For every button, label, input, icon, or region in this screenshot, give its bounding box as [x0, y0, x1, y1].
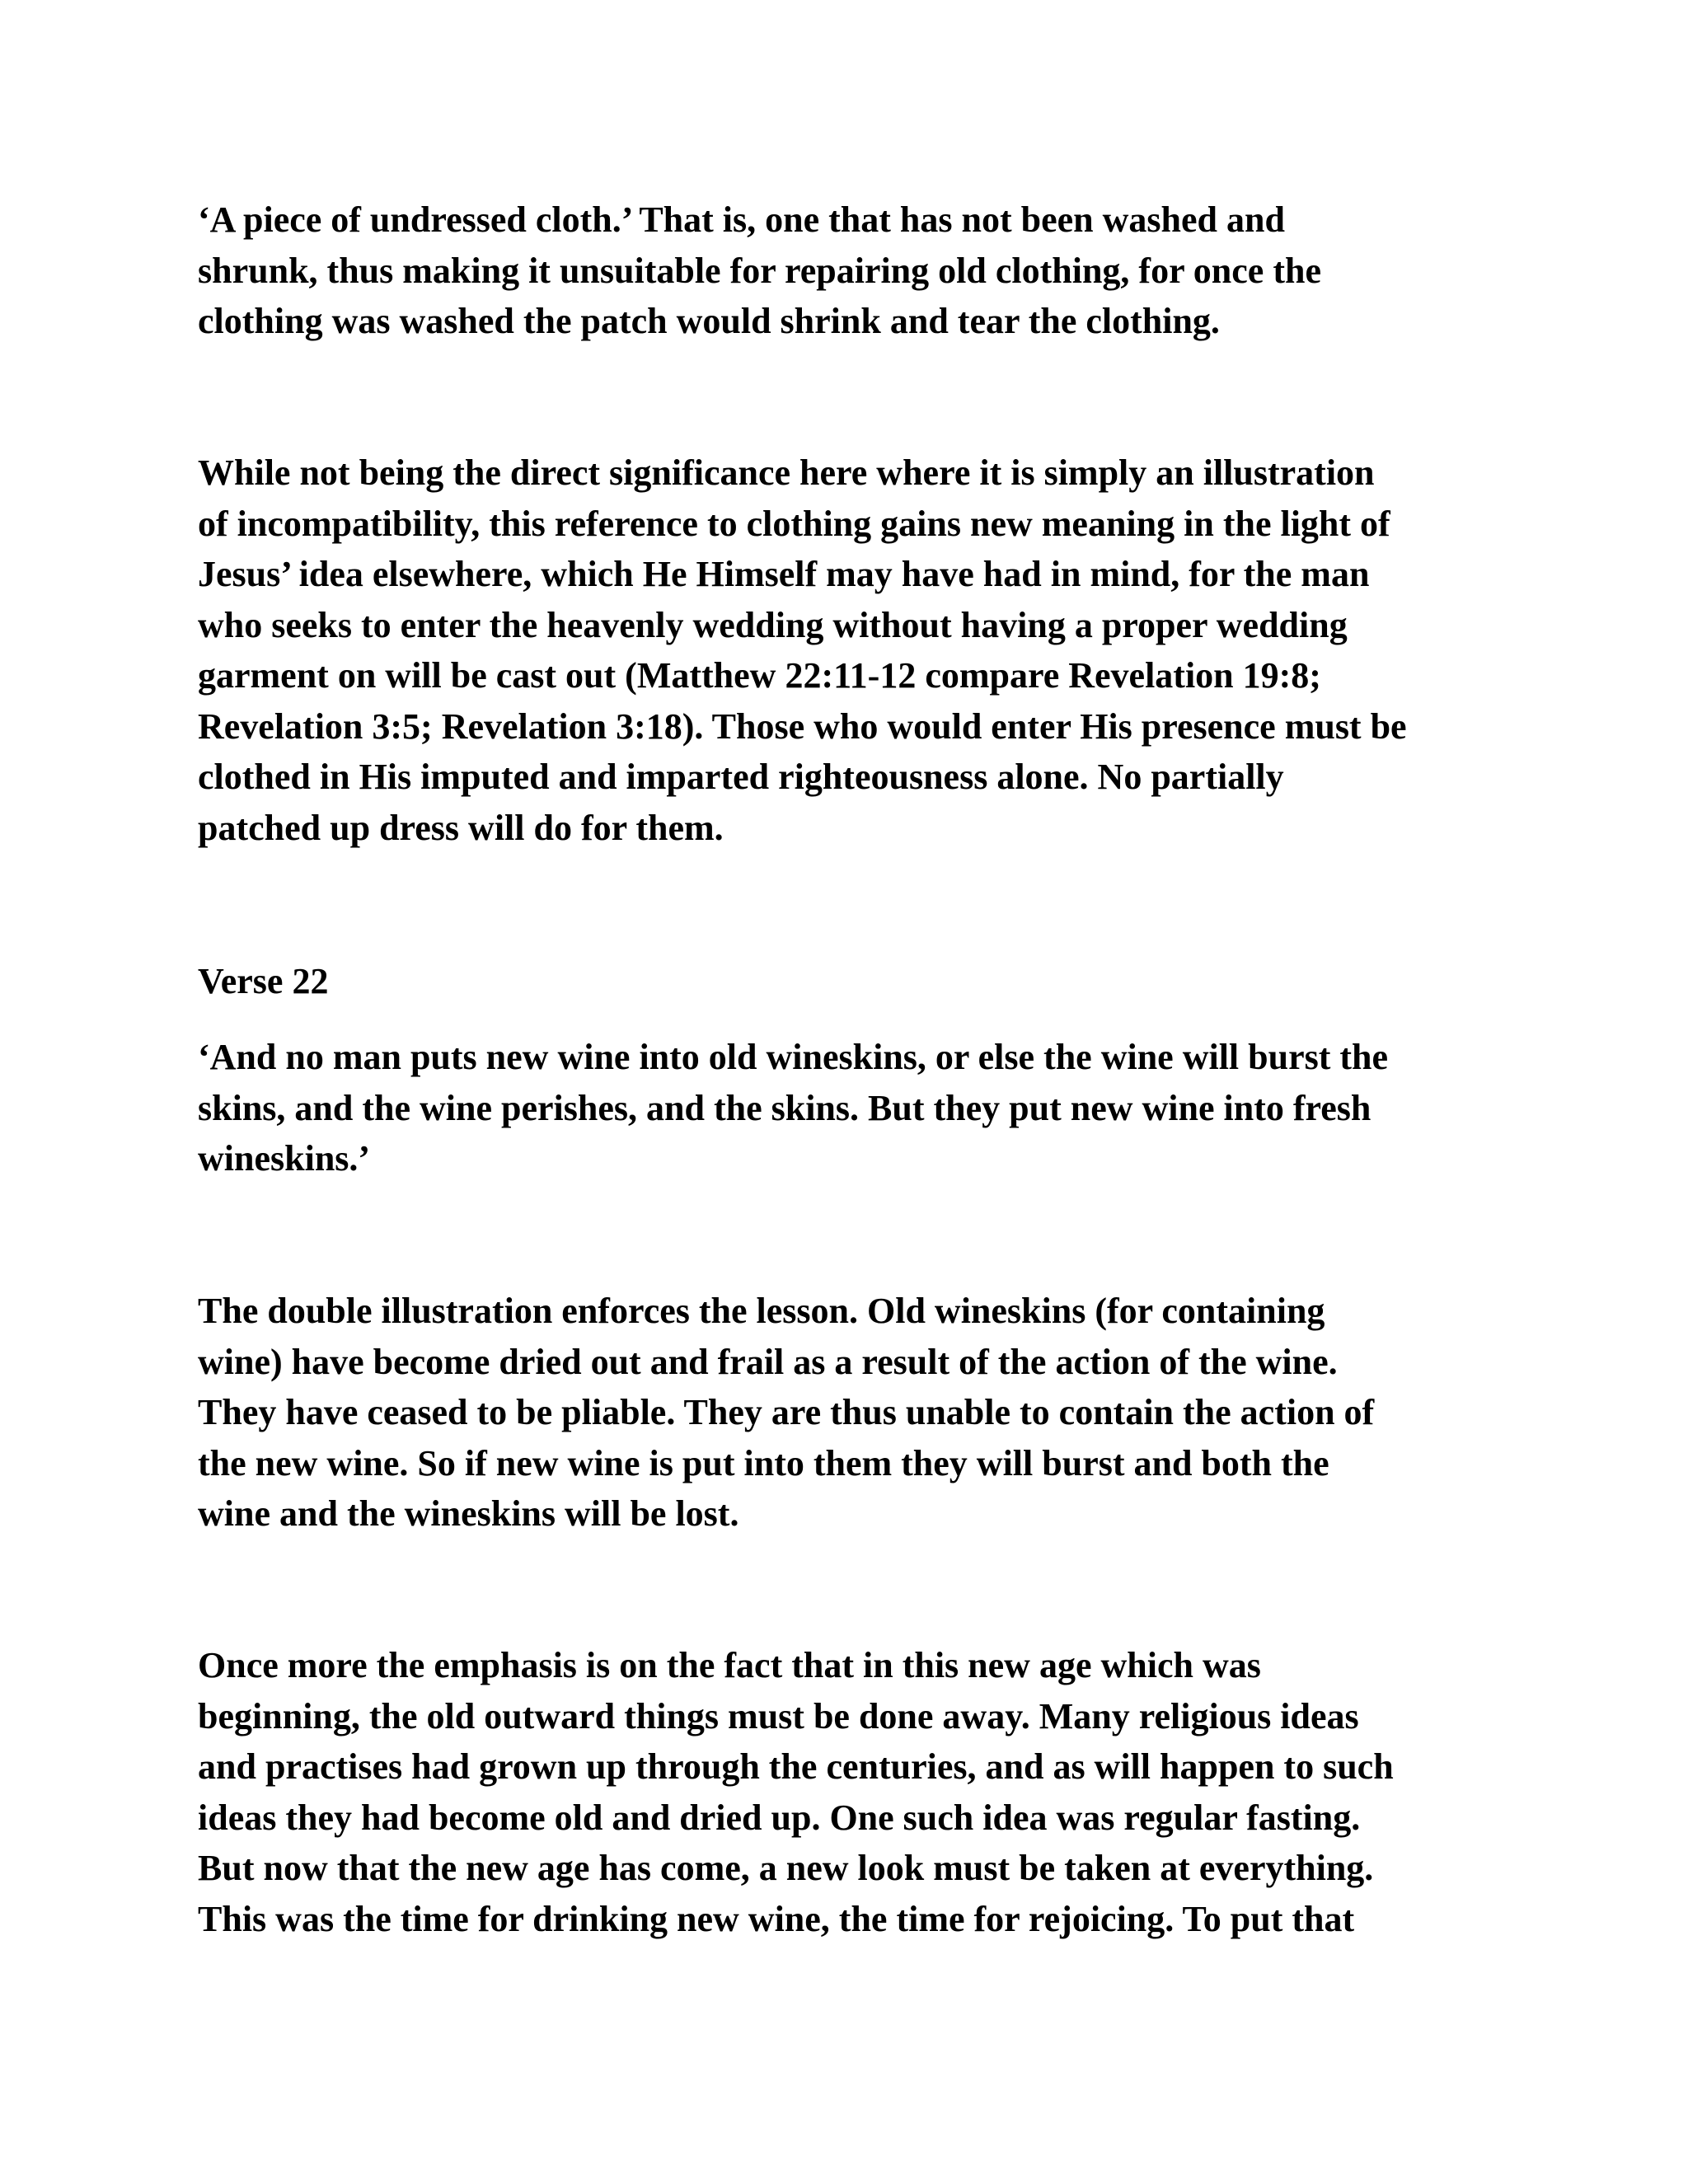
- text-line: Jesus’ idea elsewhere, which He Himself may have had in mind, for the man: [198, 554, 1370, 594]
- text-line: Revelation 3:5; Revelation 3:18). Those who would enter His presence must be: [198, 705, 1407, 747]
- text-line: beginning, the old outward things must be done away. Many religious ideas: [198, 1695, 1359, 1736]
- paragraph-clothing-meaning: [198, 448, 1500, 853]
- text-line: who seeks to enter the heavenly wedding without having a proper wedding: [198, 604, 1348, 645]
- text-line: wineskins.’: [198, 1138, 371, 1179]
- paragraph-double-illustration: [198, 1286, 1500, 1540]
- text-line: garment on will be cast out (Matthew 22:11-12 compare Revelation 19:8;: [198, 655, 1321, 696]
- text-line: the new wine. So if new wine is put into them they will burst and both the: [198, 1442, 1329, 1483]
- text-line: They have ceased to be pliable. They are thus unable to contain the action of: [198, 1392, 1375, 1432]
- text-line: clothing was washed the patch would shrink and tear the clothing.: [198, 301, 1220, 341]
- text-line: and practises had grown up through the centuries, and as will happen to such: [198, 1746, 1394, 1787]
- paragraph-undressed-cloth: [198, 194, 1500, 347]
- text-line: patched up dress will do for them.: [198, 807, 724, 848]
- text-line: of incompatibility, this reference to clothing gains new meaning in the light of: [198, 503, 1390, 544]
- paragraph-new-age: [198, 1640, 1500, 1944]
- text-line: This was the time for drinking new wine, the time for rejoicing. To put that: [198, 1898, 1355, 1939]
- text-line: But now that the new age has come, a new look must be taken at everything.: [198, 1848, 1374, 1888]
- text-line: wine and the wineskins will be lost.: [198, 1493, 739, 1534]
- paragraph-verse-22-quote: [198, 1032, 1500, 1184]
- text-line: skins, and the wine perishes, and the skins. But they put new wine into fresh: [198, 1087, 1372, 1128]
- text-line: Once more the emphasis is on the fact that in this new age which was: [198, 1645, 1261, 1685]
- text-line: shrunk, thus making it unsuitable for repairing old clothing, for once the: [198, 250, 1321, 291]
- text-line: wine) have become dried out and frail as a result of the action of the wine.: [198, 1341, 1338, 1382]
- text-line: ‘A piece of undressed cloth.’ That is, one that has not been washed and: [198, 199, 1285, 240]
- text-line: The double illustration enforces the lesson. Old wineskins (for containing: [198, 1291, 1325, 1331]
- text-line: ‘And no man puts new wine into old wineskins, or else the wine will burst the: [198, 1037, 1389, 1077]
- text-line: ideas they had become old and dried up. One such idea was regular fasting.: [198, 1797, 1361, 1838]
- verse-heading: [198, 956, 1500, 1007]
- text-line: While not being the direct significance here where it is simply an illustration: [198, 452, 1375, 493]
- text-line: Verse 22: [198, 961, 329, 1001]
- text-line: clothed in His imputed and imparted righteousness alone. No partially: [198, 757, 1284, 797]
